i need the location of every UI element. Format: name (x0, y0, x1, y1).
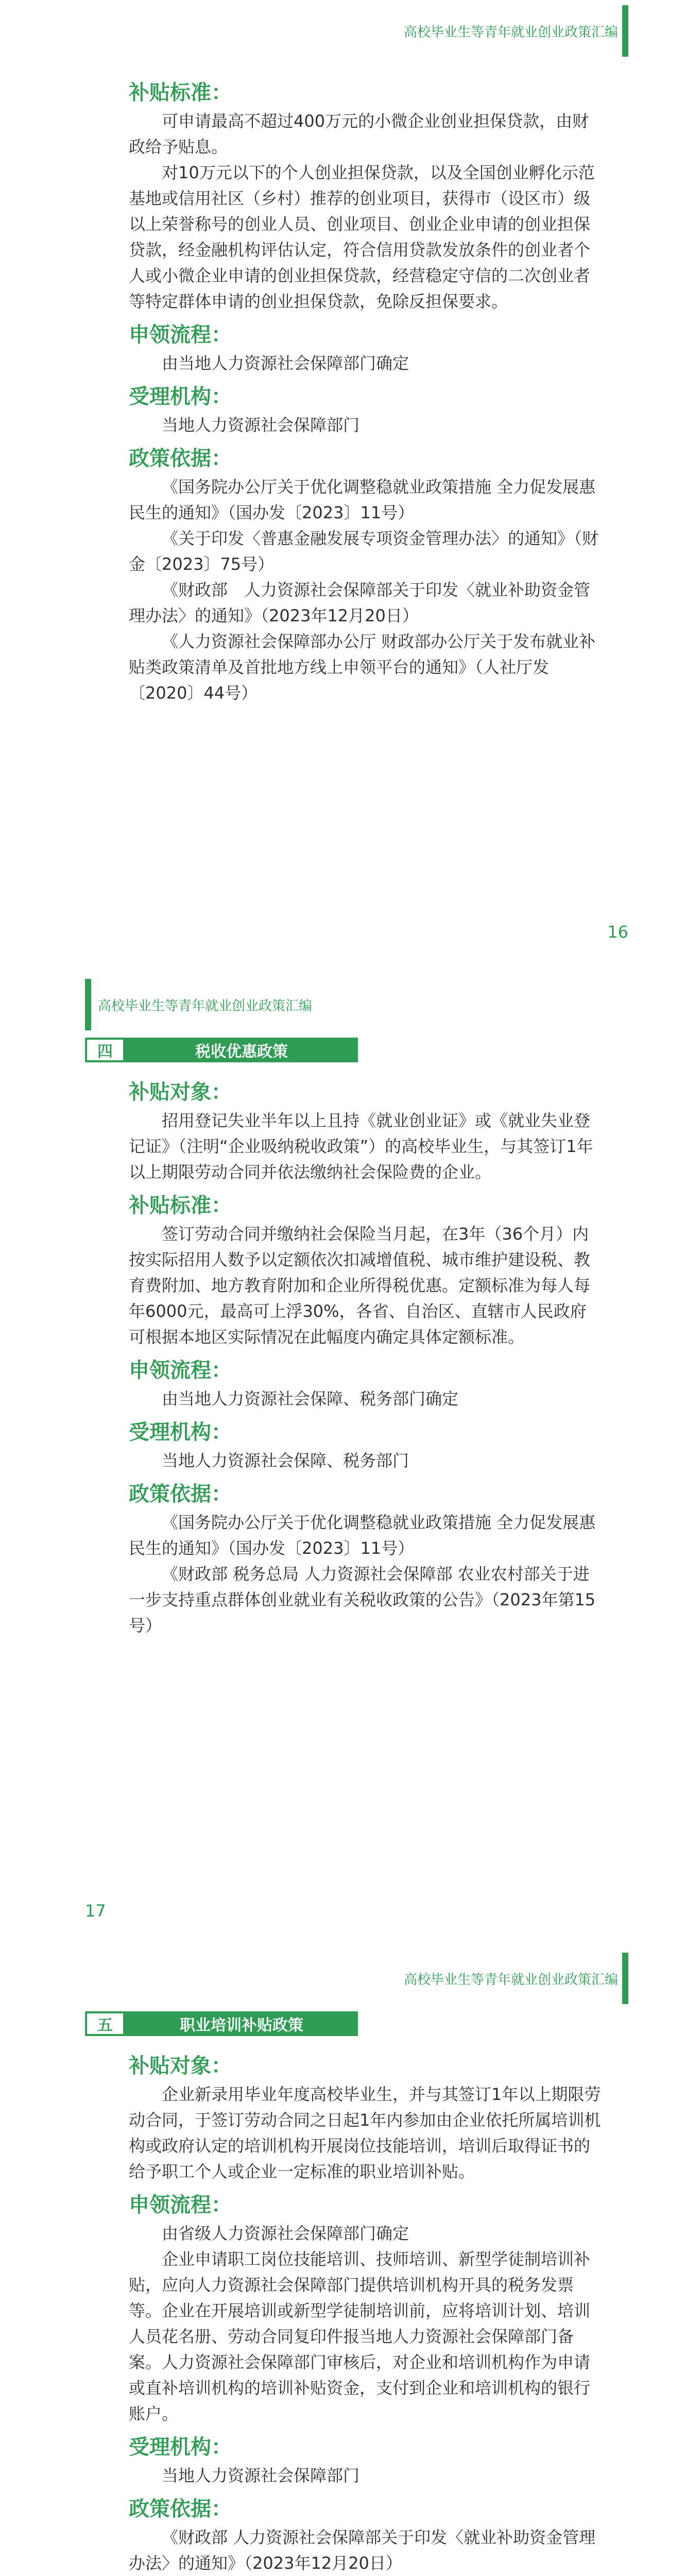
header-accent-bar (85, 979, 91, 1030)
running-header: 高校毕业生等青年就业创业政策汇编 (403, 1972, 618, 1988)
section-heading: 申领流程： (129, 2193, 232, 2217)
section-heading: 受理机构： (129, 385, 232, 409)
paragraph: 签订劳动合同并缴纳社会保险当月起，在3年（36个月）内按实际招用人数予以定额依次扣减增值税、城市维护建设税、教育费附加、地方教育附加和企业所得税优惠。定额标准为每人每年6000元，最高可上浮30%，各省、自治区、直辖市人民政府可根据本地区实际情况在此幅度内确定具体定额标准。 (129, 1224, 591, 1347)
content-block (129, 77, 603, 706)
section-heading: 政策依据： (129, 447, 232, 470)
paragraph: 当地人力资源社会保障部门 (162, 415, 360, 435)
paragraph: 《国务院办公厅关于优化调整稳就业政策措施 全力促发展惠民生的通知》（国办发〔2023〕11号） (129, 477, 596, 522)
page-number: 17 (85, 1901, 106, 1921)
page-18 (0, 1947, 685, 2576)
paragraph: 当地人力资源社会保障部门 (162, 2466, 360, 2485)
paragraph: 企业申请职工岗位技能培训、技师培训、新型学徒制培训补贴，应向人力资源社会保障部门提供培训机构开具的税务发票等。企业在开展培训或新型学徒制培训前，应将培训计划、培训人员花名册、劳动合同复印件报当地人力资源社会保障部门备案。人力资源社会保障部门审核后，对企业和培训机构作为申请或直补培训机构的培训补贴资金，支付到企业和培训机构的银行账户。 (129, 2249, 591, 2424)
paragraph: 《财政部 人力资源社会保障部关于印发〈就业补助资金管理办法〉的通知》（2023年12月20日） (129, 2528, 596, 2573)
content-block (129, 2050, 603, 2576)
section-heading: 补贴对象： (129, 1080, 232, 1104)
section-heading: 补贴标准： (129, 81, 232, 105)
section-title: 税收优惠政策 (125, 1038, 358, 1062)
section-heading: 补贴标准： (129, 1194, 232, 1217)
page-16 (0, 0, 685, 974)
paragraph: 可申请最高不超过400万元的小微企业创业担保贷款，由财政给予贴息。 (129, 111, 589, 157)
paragraph: 对10万元以下的个人创业担保贷款，以及全国创业孵化示范基地或信用社区（乡村）推荐的创业项目，获得市（设区市）级以上荣誉称号的创业人员、创业项目、创业企业申请的创业担保贷款，经金融机构评估认定，符合信用贷款发放条件的创业者个人或小微企业申请的创业担保贷款，经营稳定守信的二次创业者等特定群体申请的创业担保贷款，免除反担保要求。 (129, 163, 595, 311)
paragraph: 企业新录用毕业年度高校毕业生，并与其签订1年以上期限劳动合同，于签订劳动合同之日起1年内参加由企业依托所属培训机构或政府认定的培训机构开展岗位技能培训，培训后取得证书的给予职工个人或企业一定标准的职业培训补贴。 (129, 2084, 601, 2181)
section-title-bar (85, 2009, 358, 2038)
section-title: 职业培训补贴政策 (125, 2011, 358, 2036)
header-accent-bar (622, 5, 628, 57)
paragraph: 由当地人力资源社会保障、税务部门确定 (162, 1389, 459, 1409)
page-number: 16 (607, 922, 628, 942)
running-header: 高校毕业生等青年就业创业政策汇编 (403, 25, 618, 40)
paragraph: 《关于印发〈普惠金融发展专项资金管理办法〉的通知》（财金〔2023〕75号） (129, 529, 599, 574)
content-block (129, 1077, 603, 1638)
paragraph: 由当地人力资源社会保障部门确定 (162, 353, 409, 373)
section-title-bar (85, 1036, 358, 1064)
section-number: 五 (85, 2011, 125, 2036)
section-heading: 补贴对象： (129, 2054, 232, 2078)
section-heading: 申领流程： (129, 1359, 232, 1382)
page-17 (0, 974, 685, 1947)
paragraph: 《财政部 税务总局 人力资源社会保障部 农业农村部关于进一步支持重点群体创业就业有关税收政策的公告》（2023年第15号） (129, 1564, 596, 1635)
section-heading: 受理机构： (129, 1420, 232, 1444)
running-header: 高校毕业生等青年就业创业政策汇编 (98, 998, 313, 1014)
section-heading: 政策依据： (129, 1482, 232, 1506)
paragraph: 当地人力资源社会保障、税务部门 (162, 1451, 409, 1470)
paragraph: 《财政部 人力资源社会保障部关于印发〈就业补助资金管理办法〉的通知》（2023年12月20日） (129, 580, 591, 625)
paragraph: 由省级人力资源社会保障部门确定 (162, 2224, 409, 2243)
section-number: 四 (85, 1038, 125, 1062)
header-accent-bar (622, 1953, 628, 2004)
section-heading: 政策依据： (129, 2497, 232, 2521)
paragraph: 《国务院办公厅关于优化调整稳就业政策措施 全力促发展惠民生的通知》（国办发〔2023〕11号） (129, 1513, 596, 1558)
section-heading: 申领流程： (129, 323, 232, 347)
section-heading: 受理机构： (129, 2435, 232, 2459)
paragraph: 招用登记失业半年以上且持《就业创业证》或《就业失业登记证》（注明“企业吸纳税收政策”）的高校毕业生，与其签订1年以上期限劳动合同并依法缴纳社会保险费的企业。 (129, 1111, 593, 1182)
paragraph: 《人力资源社会保障部办公厅 财政部办公厅关于发布就业补贴类政策清单及首批地方线上申领平台的通知》（人社厅发〔2020〕44号） (129, 632, 596, 703)
